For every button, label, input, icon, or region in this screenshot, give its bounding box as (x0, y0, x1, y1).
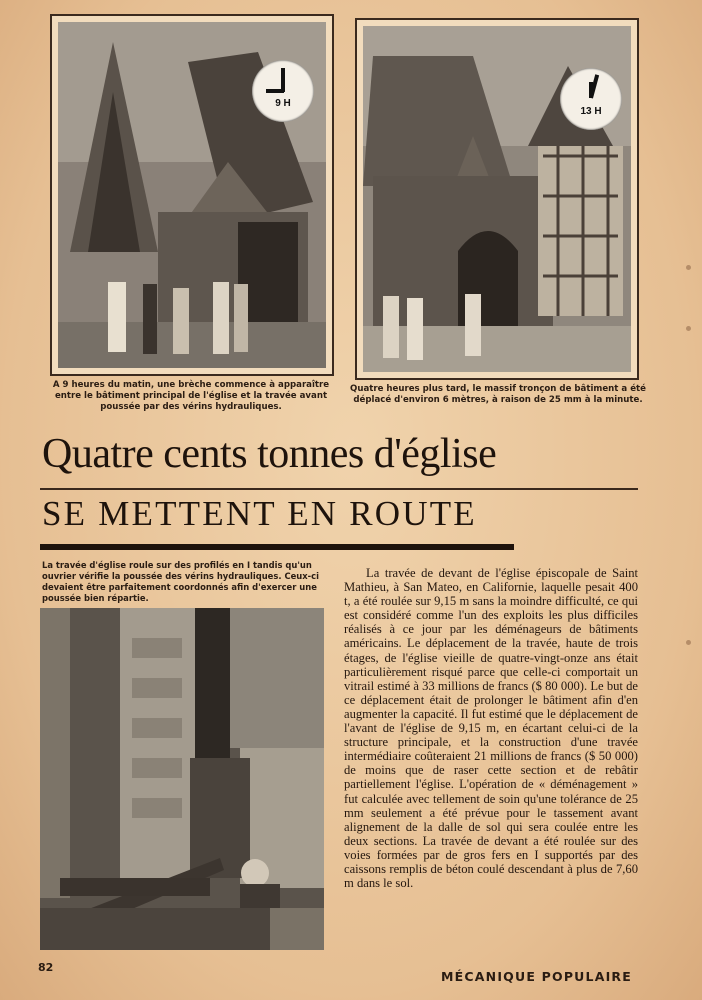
caption-workers: La travée d'église roule sur des profilés en I tandis qu'un ouvrier vérifie la poussée des vérins hydrauliques. Ceux-ci devaient être parfaitement coordonnés afin d'exercer une poussée bien répartie. (42, 560, 319, 603)
subheadline-rule (40, 544, 514, 550)
caption-9h: A 9 heures du matin, une brèche commence à apparaître entre le bâtiment principal de l'église et la travée avant poussée par des vérins hydrauliques. (52, 380, 330, 412)
binding-hole (686, 640, 691, 645)
clock-label-9h: 9 H (275, 98, 291, 109)
article-body (344, 566, 638, 890)
workers-photo (40, 608, 324, 950)
caption-13h: Quatre heures plus tard, le massif tronçon de bâtiment a été déplacé d'environ 6 mètres, à raison de 25 mm à la minute. (350, 384, 646, 405)
headline: Quatre cents tonnes d'église (42, 431, 497, 477)
binding-hole (686, 326, 691, 331)
headline-rule (40, 488, 638, 490)
article-paragraph: La travée de devant de l'église épiscopale de Saint Mathieu, à San Mateo, en Californie, laquelle pesait 400 t, a été roulée sur 9,15 m sans la moindre difficulté, ce qui est considéré comme l'un des exploits les plus difficiles réalisés à ce jour par les déménageurs de bâtiments américains. Le déplacement de la travée, haute de trois étages, de l'église vieille de quatre-vingt-onze ans était particulièrement risqué parce que celle-ci comportait un vitrail estimé à 33 millions de francs ($ 80 000). Le but de ce déplacement était de prolonger le bâtiment afin d'en augmenter la capacité. Il fut estimé que le déplacement de l'avant de l'église de 9,15 m, en écartant celui-ci de la structure principale, et la construction d'une travée intermédiaire coûteraient 21 millions de francs ($ 50 000) de moins que de raser cette section et de rebâtir partiellement l'église. L'opération de « déménagement » fut calculée avec tellement de soin qu'une tolérance de 25 mm seulement a été prévue pour le tassement avant alignement de la dalle de sol qui sera coulée entre les deux sections. La travée de devant a été roulée sur des voies formées par de gros fers en I supportés par des caissons remplis de béton coulé descendant à plus de 7,60 m dans le sol. (344, 566, 638, 891)
clock-icon-9h (252, 60, 314, 122)
clock-icon-13h (560, 68, 622, 130)
magazine-name: MÉCANIQUE POPULAIRE (441, 969, 632, 984)
clock-label-13h: 13 H (580, 106, 602, 117)
subheadline: SE METTENT EN ROUTE (42, 494, 477, 533)
page-number: 82 (38, 961, 54, 974)
binding-hole (686, 265, 691, 270)
